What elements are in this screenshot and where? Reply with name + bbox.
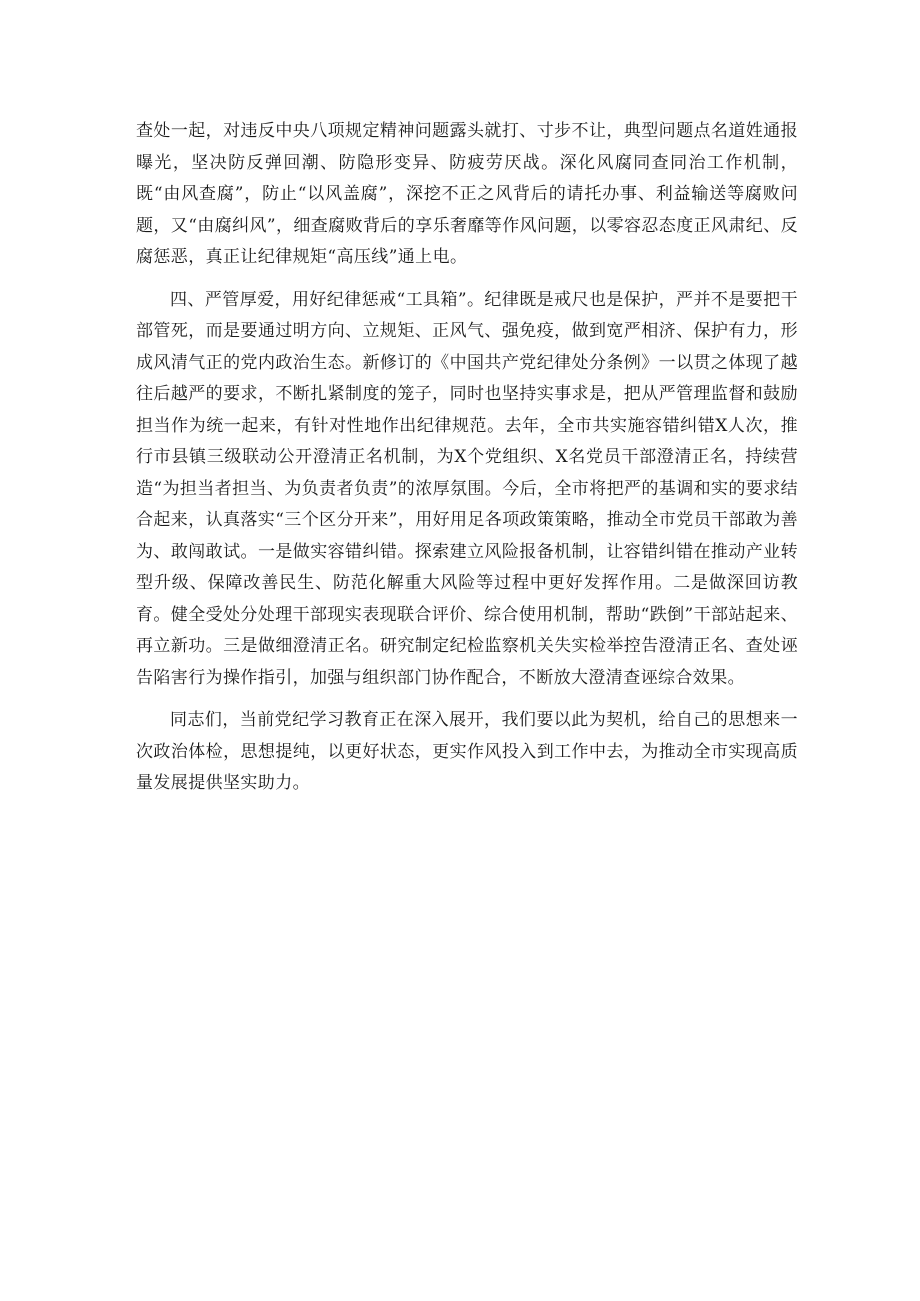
paragraph-section-four: 四、严管厚爱，用好纪律惩戒“工具箱”。纪律既是戒尺也是保护，严并不是要把干部管死，而是要通过明方向、立规矩、正风气、强免疫，做到宽严相济、保护有力，形成风清气正的党内政治生态。新修订的《中国共产党纪律处分条例》一以贯之体现了越往后越严的要求，不断扎紧制度的笼子，同时也坚持实事求是，把从严管理监督和鼓励担当作为统一起来，有针对性地作出纪律规范。去年，全市共实施容错纠错X人次，推行市县镇三级联动公开澄清正名机制，为X个党组织、X名党员干部澄清正名，持续营造“为担当者担当、为负责者负责”的浓厚氛围。今后，全市将把严的基调和实的要求结合起来，认真落实“三个区分开来”，用好用足各项政策策略，推动全市党员干部敢为善为、敢闯敢试。一是做实容错纠错。探索建立风险报备机制，让容错纠错在推动产业转型升级、保障改善民生、防范化解重大风险等过程中更好发挥作用。二是做深回访教育。健全受处分处理干部现实表现联合评价、综合使用机制，帮助“跌倒”干部站起来、再立新功。三是做细澄清正名。研究制定纪检监察机关失实检举控告澄清正名、查处诬告陷害行为操作指引，加强与组织部门协作配合，不断放大澄清查诬综合效果。 [136,289,798,688]
paragraph-continuation: 查处一起，对违反中央八项规定精神问题露头就打、寸步不让，典型问题点名道姓通报曝光，坚决防反弹回潮、防隐形变异、防疲劳厌战。深化风腐同查同治工作机制，既“由风查腐”，防止“以风盖腐”，深挖不正之风背后的请托办事、利益输送等腐败问题，又“由腐纠风”，细查腐败背后的享乐奢靡等作风问题，以零容忍态度正风肃纪、反腐惩恶，真正让纪律规矩“高压线”通上电。 [136,121,798,267]
document-body [136,116,798,811]
paragraph-closing: 同志们，当前党纪学习教育正在深入展开，我们要以此为契机，给自己的思想来一次政治体检，思想提纯，以更好状态，更实作风投入到工作中去，为推动全市实现高质量发展提供坚实助力。 [136,710,798,793]
